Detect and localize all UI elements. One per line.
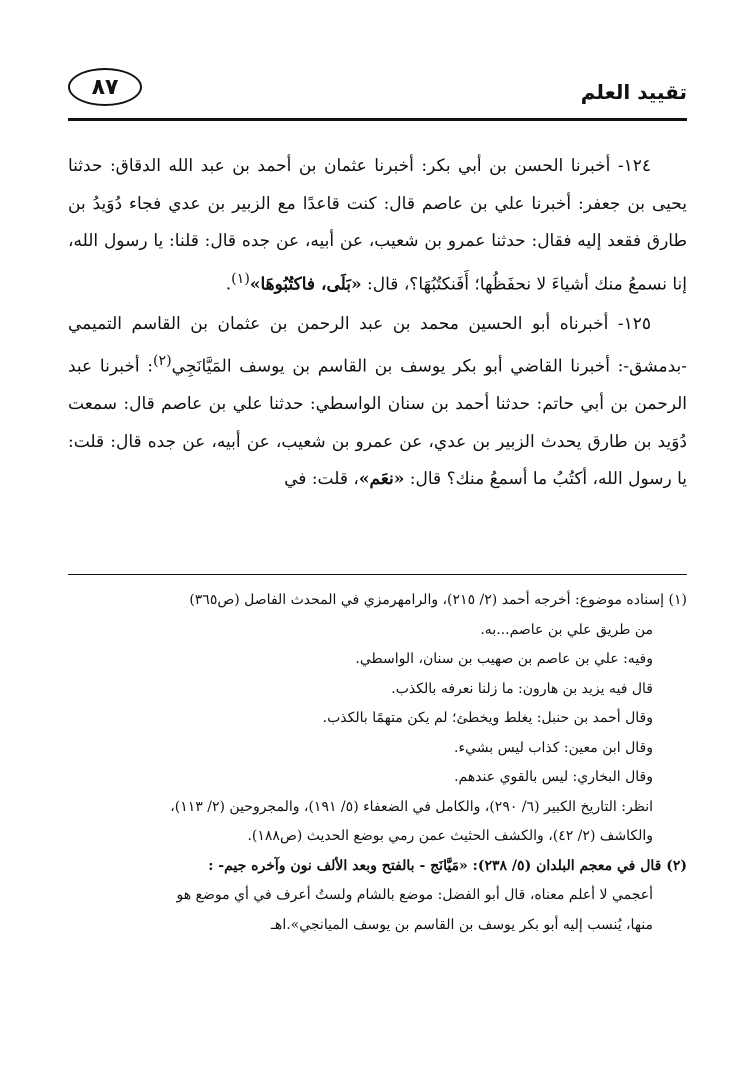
paragraph-text-end: ، قلت: في — [284, 469, 359, 490]
paragraph-text-cont: : أخبرنا عبد الرحمن بن أبي حاتم: حدثنا أحمد بن سنان الواسطي: حدثنا علي بن عاصم قال: سمعت دُوَيد بن طارق يحدث الزبير بن عدي، عن عمرو بن شعيب، عن أبيه، عن جده قال: قلت: يا رسول الله، أكتُبُ ما أسمعُ منك؟ قال: — [68, 356, 687, 490]
footnote-marker-2[interactable]: (٢) — [153, 353, 172, 370]
footnote-divider — [68, 574, 687, 575]
footnote-line: وقال ابن معين: كذاب ليس بشيء. — [454, 739, 653, 756]
footnote-line — [68, 852, 687, 882]
footnote-line: من طريق علي بن عاصم...به. — [480, 621, 653, 638]
main-text — [68, 148, 687, 499]
paragraph-text: ١٢٥- أخبرناه أبو الحسين محمد بن عبد الرحمن بن عثمان بن القاسم التميمي -بدمشق-: أخبرنا القاضي أبو بكر يوسف بن القاسم بن يوسف المَيَّانَجِي — [68, 313, 687, 377]
footnote-marker-1[interactable]: (١) — [231, 270, 250, 287]
paragraph-text: ١٢٤- أخبرنا الحسن بن أبي بكر: أخبرنا عثمان بن أحمد بن عبد الله الدقاق: حدثنا يحيى بن جعفر: أخبرنا علي بن عاصم قال: كنت قاعدًا مع الزبير بن عدي فجاء دُوَيدُ بن طارق فقعد إليه فقال: حدثنا عمرو بن شعيب، عن أبيه، عن جده قال: قلنا: يا رسول الله، إنا نسمعُ منك أشياءَ لا نحفَظُها؛ أَفَنكتُبُهَا؟، قال: — [68, 156, 687, 295]
footnote-line: وقال أحمد بن حنبل: يغلط ويخطئ؛ لم يكن متهمًا بالكذب. — [322, 710, 653, 726]
hadith-paragraph-124 — [68, 148, 687, 304]
quoted-answer: «بَلَى، فاكتُبُوهَا» — [249, 274, 362, 295]
header-divider — [68, 118, 687, 121]
footnote-line: قال فيه يزيد بن هارون: ما زلنا نعرفه بالكذب. — [391, 680, 653, 697]
footnote-1 — [68, 586, 687, 852]
page-number-badge: ٨٧ — [68, 68, 142, 106]
page-header — [68, 64, 687, 108]
footnote-line: (١) إسناده موضوع: أخرجه أحمد (٢/ ٢١٥)، والرامهرمزي في المحدث الفاصل (ص٣٦٥) — [189, 592, 687, 608]
footnote-line: وفيه: علي بن عاصم بن صهيب بن سنان، الواسطي. — [355, 651, 653, 667]
footnote-2-heading: (٢) قال في معجم البلدان (٥/ ٢٣٨): «مَيَّانَج - بالفتح وبعد الألف نون وآخره جيم- : — [208, 857, 687, 874]
footnote-line: والكاشف (٢/ ٤٢)، والكشف الحثيث عمن رمي بوضع الحديث (ص١٨٨). — [247, 828, 653, 844]
hadith-paragraph-125 — [68, 306, 687, 499]
quoted-answer: «نعَم» — [358, 469, 405, 490]
footnote-line: أعجمي لا أعلم معناه، قال أبو الفضل: موضع بالشام ولستُ أعرف في أي موضع هو — [176, 887, 653, 903]
running-title: تقييد العلم — [580, 80, 687, 104]
footnotes-section — [68, 586, 687, 940]
paragraph-end: . — [225, 274, 232, 295]
footnote-line: انظر: التاريخ الكبير (٦/ ٢٩٠)، والكامل في الضعفاء (٥/ ١٩١)، والمجروحين (٢/ ١١٣)، — [170, 798, 653, 815]
footnote-line: منها، يُنسب إليه أبو بكر يوسف بن القاسم بن يوسف الميانجي».اهـ — [270, 916, 653, 933]
footnote-2 — [68, 852, 687, 941]
footnote-line: وقال البخاري: ليس بالقوي عندهم. — [454, 769, 653, 785]
